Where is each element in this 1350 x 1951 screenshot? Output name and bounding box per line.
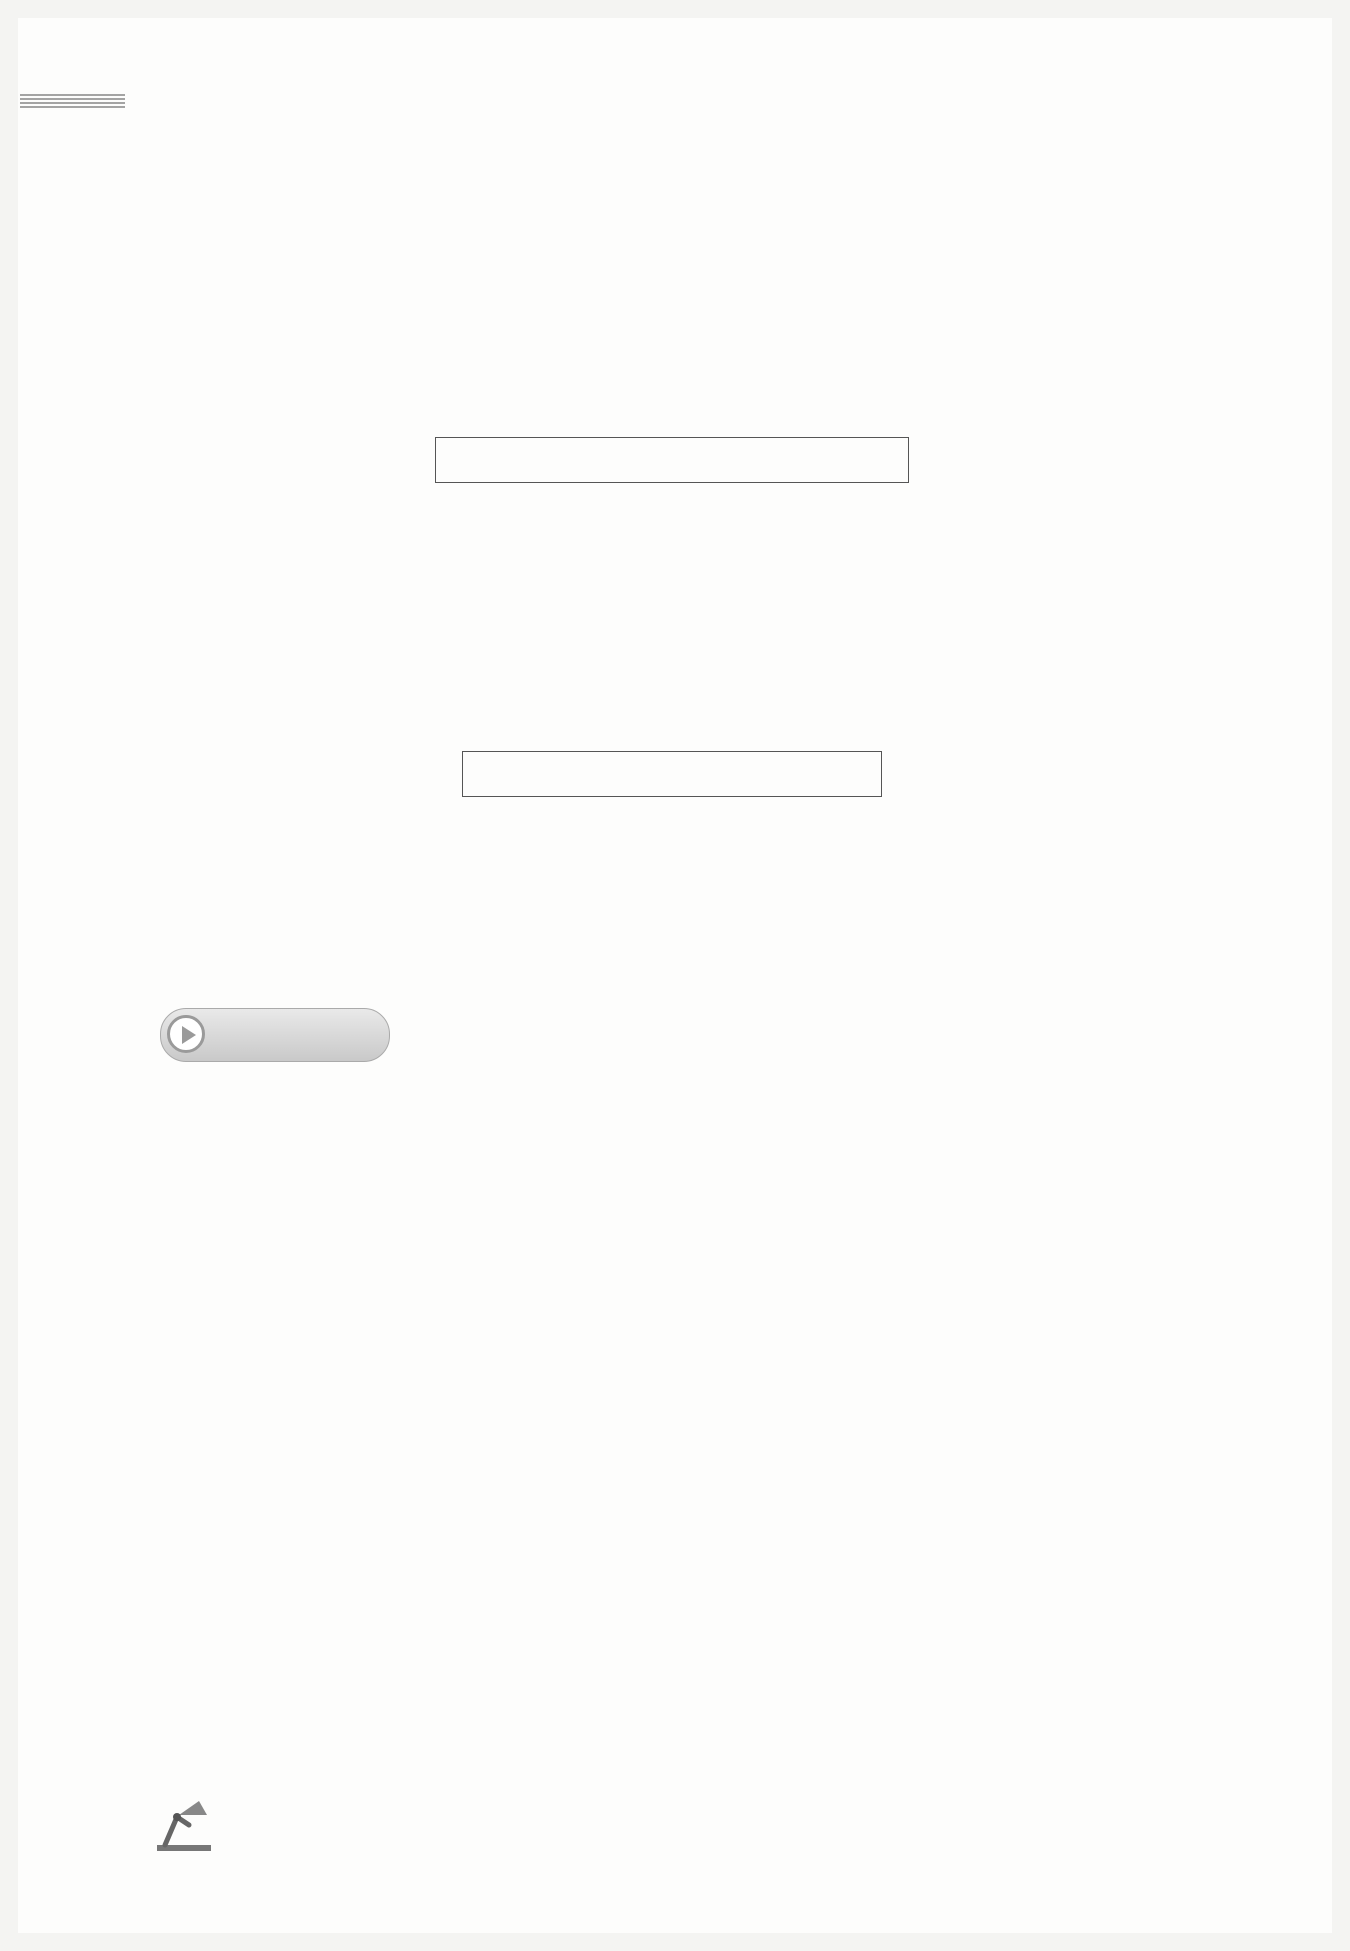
worksheet-page <box>18 18 1332 1933</box>
skill-training-banner <box>160 1008 390 1062</box>
header-stripes <box>20 94 125 108</box>
unit-header <box>20 80 240 120</box>
part3-word-box <box>435 437 909 483</box>
play-icon <box>167 1015 205 1053</box>
desk-lamp-icon <box>155 1795 215 1855</box>
part4-word-box <box>462 751 882 797</box>
